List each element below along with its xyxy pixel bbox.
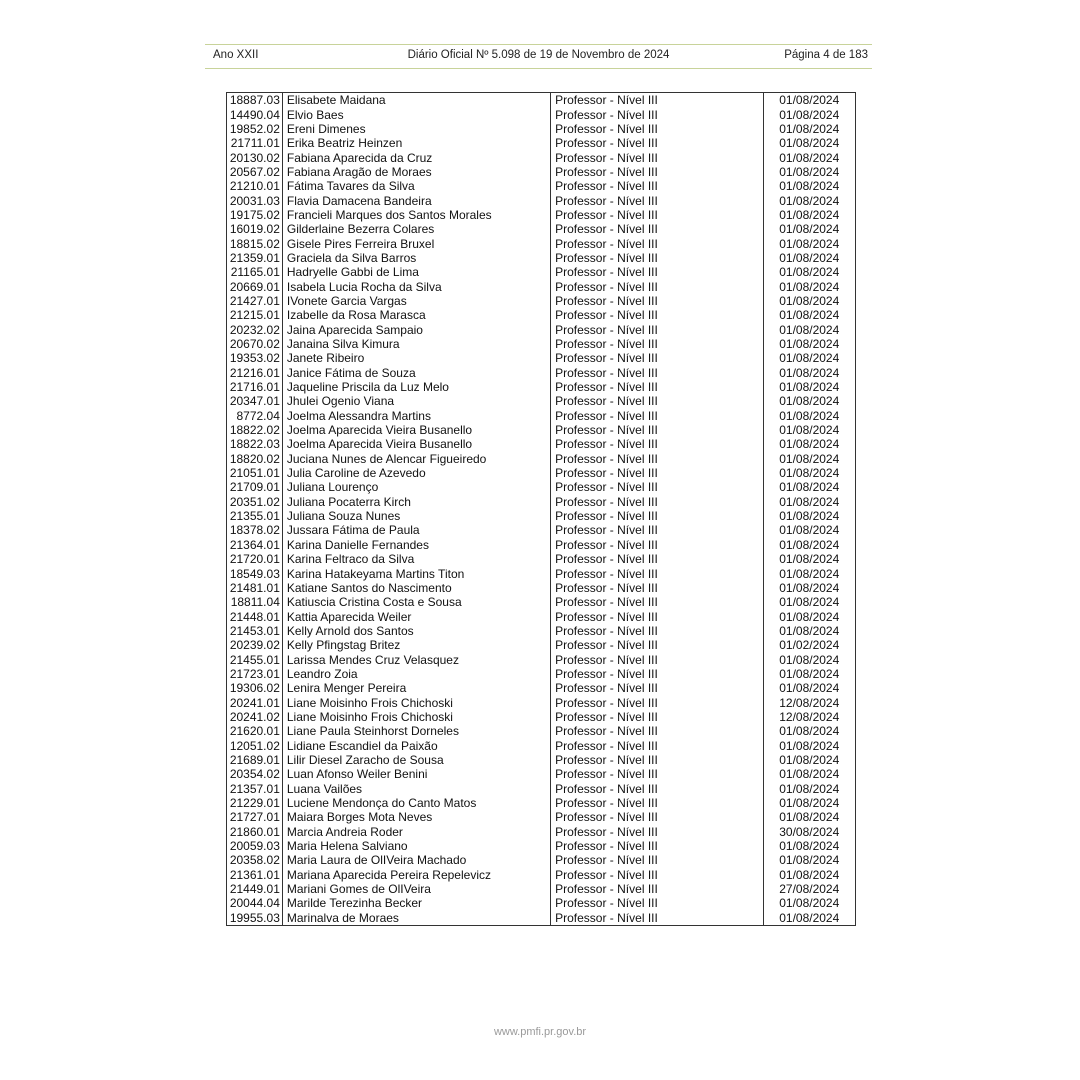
name-cell: Luan Afonso Weiler Benini	[282, 767, 550, 781]
name-cell: Fátima Tavares da Silva	[282, 179, 550, 193]
registration-cell: 19955.03	[227, 911, 283, 926]
position-cell: Professor - Nível III	[551, 681, 763, 695]
position-cell: Professor - Nível III	[551, 409, 763, 423]
position-cell: Professor - Nível III	[551, 710, 763, 724]
name-cell: Elvio Baes	[282, 107, 550, 121]
position-cell: Professor - Nível III	[551, 208, 763, 222]
date-cell: 12/08/2024	[763, 695, 856, 709]
registration-cell: 21689.01	[227, 753, 283, 767]
registration-cell: 20354.02	[227, 767, 283, 781]
registration-cell: 21455.01	[227, 652, 283, 666]
position-cell: Professor - Nível III	[551, 265, 763, 279]
name-cell: Marinalva de Moraes	[282, 911, 550, 926]
position-cell: Professor - Nível III	[551, 810, 763, 824]
table-row	[227, 452, 856, 466]
name-cell: Liane Paula Steinhorst Dorneles	[282, 724, 550, 738]
table-row	[227, 609, 856, 623]
position-cell: Professor - Nível III	[551, 394, 763, 408]
registration-cell: 20232.02	[227, 323, 283, 337]
position-cell: Professor - Nível III	[551, 538, 763, 552]
name-cell: Juliana Souza Nunes	[282, 509, 550, 523]
name-cell: Hadryelle Gabbi de Lima	[282, 265, 550, 279]
table-row	[227, 136, 856, 150]
registration-cell: 21481.01	[227, 581, 283, 595]
position-cell: Professor - Nível III	[551, 466, 763, 480]
table-row	[227, 337, 856, 351]
date-cell: 01/08/2024	[763, 409, 856, 423]
position-cell: Professor - Nível III	[551, 609, 763, 623]
table-row	[227, 796, 856, 810]
registration-cell: 21210.01	[227, 179, 283, 193]
position-cell: Professor - Nível III	[551, 595, 763, 609]
name-cell: Fabiana Aparecida da Cruz	[282, 150, 550, 164]
table-row	[227, 380, 856, 394]
date-cell: 01/08/2024	[763, 351, 856, 365]
registration-cell: 18815.02	[227, 236, 283, 250]
registration-cell: 18820.02	[227, 452, 283, 466]
name-cell: Kelly Arnold dos Santos	[282, 624, 550, 638]
table-row	[227, 695, 856, 709]
position-cell: Professor - Nível III	[551, 165, 763, 179]
table-row	[227, 738, 856, 752]
name-cell: Juliana Pocaterra Kirch	[282, 495, 550, 509]
registration-cell: 21229.01	[227, 796, 283, 810]
date-cell: 01/08/2024	[763, 208, 856, 222]
position-cell: Professor - Nível III	[551, 825, 763, 839]
date-cell: 01/08/2024	[763, 136, 856, 150]
registration-cell: 21711.01	[227, 136, 283, 150]
registration-cell: 21727.01	[227, 810, 283, 824]
table-row	[227, 308, 856, 322]
date-cell: 01/08/2024	[763, 738, 856, 752]
table-row	[227, 810, 856, 824]
table-row	[227, 495, 856, 509]
position-cell: Professor - Nível III	[551, 652, 763, 666]
registration-cell: 21448.01	[227, 609, 283, 623]
table-row	[227, 681, 856, 695]
date-cell: 01/08/2024	[763, 796, 856, 810]
date-cell: 01/08/2024	[763, 581, 856, 595]
registration-cell: 18822.02	[227, 423, 283, 437]
registration-cell: 21449.01	[227, 882, 283, 896]
date-cell: 01/08/2024	[763, 896, 856, 910]
table-row	[227, 208, 856, 222]
servants-table-body	[227, 93, 856, 926]
date-cell: 01/08/2024	[763, 868, 856, 882]
name-cell: Izabelle da Rosa Marasca	[282, 308, 550, 322]
registration-cell: 12051.02	[227, 738, 283, 752]
name-cell: Lidiane Escandiel da Paixão	[282, 738, 550, 752]
position-cell: Professor - Nível III	[551, 193, 763, 207]
name-cell: Maiara Borges Mota Neves	[282, 810, 550, 824]
table-row	[227, 150, 856, 164]
name-cell: Luciene Mendonça do Canto Matos	[282, 796, 550, 810]
position-cell: Professor - Nível III	[551, 136, 763, 150]
name-cell: Ereni Dimenes	[282, 122, 550, 136]
table-row	[227, 279, 856, 293]
date-cell: 01/08/2024	[763, 452, 856, 466]
date-cell: 01/08/2024	[763, 753, 856, 767]
date-cell: 01/08/2024	[763, 595, 856, 609]
table-row	[227, 868, 856, 882]
date-cell: 12/08/2024	[763, 710, 856, 724]
name-cell: Gilderlaine Bezerra Colares	[282, 222, 550, 236]
registration-cell: 21709.01	[227, 480, 283, 494]
date-cell: 01/08/2024	[763, 294, 856, 308]
name-cell: Mariana Aparecida Pereira Repelevicz	[282, 868, 550, 882]
registration-cell: 21720.01	[227, 552, 283, 566]
table-row	[227, 509, 856, 523]
position-cell: Professor - Nível III	[551, 509, 763, 523]
name-cell: Maria Laura de OlIVeira Machado	[282, 853, 550, 867]
position-cell: Professor - Nível III	[551, 796, 763, 810]
table-row	[227, 236, 856, 250]
table-row	[227, 652, 856, 666]
date-cell: 01/08/2024	[763, 279, 856, 293]
name-cell: Francieli Marques dos Santos Morales	[282, 208, 550, 222]
position-cell: Professor - Nível III	[551, 724, 763, 738]
table-row	[227, 538, 856, 552]
registration-cell: 21427.01	[227, 294, 283, 308]
date-cell: 01/08/2024	[763, 782, 856, 796]
registration-cell: 20031.03	[227, 193, 283, 207]
date-cell: 01/08/2024	[763, 236, 856, 250]
date-cell: 01/02/2024	[763, 638, 856, 652]
date-cell: 01/08/2024	[763, 366, 856, 380]
header-title: Diário Oficial Nº 5.098 de 19 de Novembro de 2024	[407, 49, 670, 61]
name-cell: Joelma Alessandra Martins	[282, 409, 550, 423]
name-cell: IVonete Garcia Vargas	[282, 294, 550, 308]
date-cell: 01/08/2024	[763, 150, 856, 164]
table-row	[227, 896, 856, 910]
date-cell: 01/08/2024	[763, 538, 856, 552]
registration-cell: 18887.03	[227, 93, 283, 108]
name-cell: Elisabete Maidana	[282, 93, 550, 108]
registration-cell: 19306.02	[227, 681, 283, 695]
table-row	[227, 165, 856, 179]
name-cell: Flavia Damacena Bandeira	[282, 193, 550, 207]
date-cell: 01/08/2024	[763, 911, 856, 926]
name-cell: Marilde Terezinha Becker	[282, 896, 550, 910]
date-cell: 01/08/2024	[763, 810, 856, 824]
date-cell: 01/08/2024	[763, 323, 856, 337]
name-cell: Jaqueline Priscila da Luz Melo	[282, 380, 550, 394]
date-cell: 01/08/2024	[763, 193, 856, 207]
date-cell: 01/08/2024	[763, 652, 856, 666]
registration-cell: 21355.01	[227, 509, 283, 523]
position-cell: Professor - Nível III	[551, 896, 763, 910]
table-row	[227, 839, 856, 853]
name-cell: Gisele Pires Ferreira Bruxel	[282, 236, 550, 250]
registration-cell: 18378.02	[227, 523, 283, 537]
date-cell: 01/08/2024	[763, 566, 856, 580]
page-header	[205, 44, 872, 69]
position-cell: Professor - Nível III	[551, 222, 763, 236]
position-cell: Professor - Nível III	[551, 279, 763, 293]
position-cell: Professor - Nível III	[551, 122, 763, 136]
date-cell: 01/08/2024	[763, 724, 856, 738]
position-cell: Professor - Nível III	[551, 695, 763, 709]
name-cell: Julia Caroline de Azevedo	[282, 466, 550, 480]
position-cell: Professor - Nível III	[551, 638, 763, 652]
date-cell: 30/08/2024	[763, 825, 856, 839]
name-cell: Katiane Santos do Nascimento	[282, 581, 550, 595]
date-cell: 01/08/2024	[763, 667, 856, 681]
registration-cell: 18811.04	[227, 595, 283, 609]
table-row	[227, 667, 856, 681]
registration-cell: 20670.02	[227, 337, 283, 351]
table-row	[227, 638, 856, 652]
name-cell: Janice Fátima de Souza	[282, 366, 550, 380]
position-cell: Professor - Nível III	[551, 251, 763, 265]
registration-cell: 21357.01	[227, 782, 283, 796]
date-cell: 01/08/2024	[763, 93, 856, 108]
registration-cell: 20241.02	[227, 710, 283, 724]
date-cell: 01/08/2024	[763, 480, 856, 494]
name-cell: Joelma Aparecida Vieira Busanello	[282, 437, 550, 451]
date-cell: 01/08/2024	[763, 437, 856, 451]
position-cell: Professor - Nível III	[551, 308, 763, 322]
table-row	[227, 480, 856, 494]
name-cell: Jussara Fátima de Paula	[282, 523, 550, 537]
position-cell: Professor - Nível III	[551, 882, 763, 896]
name-cell: Kattia Aparecida Weiler	[282, 609, 550, 623]
registration-cell: 14490.04	[227, 107, 283, 121]
header-page-number: Página 4 de 183	[784, 49, 868, 61]
name-cell: Erika Beatriz Heinzen	[282, 136, 550, 150]
date-cell: 27/08/2024	[763, 882, 856, 896]
date-cell: 01/08/2024	[763, 624, 856, 638]
position-cell: Professor - Nível III	[551, 667, 763, 681]
position-cell: Professor - Nível III	[551, 839, 763, 853]
table-row	[227, 753, 856, 767]
registration-cell: 21215.01	[227, 308, 283, 322]
position-cell: Professor - Nível III	[551, 753, 763, 767]
registration-cell: 21051.01	[227, 466, 283, 480]
table-row	[227, 409, 856, 423]
table-row	[227, 222, 856, 236]
position-cell: Professor - Nível III	[551, 452, 763, 466]
position-cell: Professor - Nível III	[551, 495, 763, 509]
registration-cell: 19353.02	[227, 351, 283, 365]
name-cell: Liane Moisinho Frois Chichoski	[282, 710, 550, 724]
header-year: Ano XXII	[213, 49, 259, 61]
date-cell: 01/08/2024	[763, 423, 856, 437]
name-cell: Lenira Menger Pereira	[282, 681, 550, 695]
name-cell: Lilir Diesel Zaracho de Sousa	[282, 753, 550, 767]
date-cell: 01/08/2024	[763, 609, 856, 623]
registration-cell: 20351.02	[227, 495, 283, 509]
date-cell: 01/08/2024	[763, 523, 856, 537]
date-cell: 01/08/2024	[763, 839, 856, 853]
position-cell: Professor - Nível III	[551, 552, 763, 566]
registration-cell: 19175.02	[227, 208, 283, 222]
position-cell: Professor - Nível III	[551, 93, 763, 108]
name-cell: Katiuscia Cristina Costa e Sousa	[282, 595, 550, 609]
table-row	[227, 710, 856, 724]
name-cell: Kelly Pfingstag Britez	[282, 638, 550, 652]
table-row	[227, 911, 856, 926]
table-row	[227, 767, 856, 781]
position-cell: Professor - Nível III	[551, 351, 763, 365]
position-cell: Professor - Nível III	[551, 366, 763, 380]
footer-url: www.pmfi.pr.gov.br	[493, 1026, 587, 1038]
date-cell: 01/08/2024	[763, 308, 856, 322]
date-cell: 01/08/2024	[763, 681, 856, 695]
registration-cell: 21723.01	[227, 667, 283, 681]
position-cell: Professor - Nível III	[551, 566, 763, 580]
table-row	[227, 93, 856, 108]
table-row	[227, 437, 856, 451]
name-cell: Karina Danielle Fernandes	[282, 538, 550, 552]
name-cell: Karina Feltraco da Silva	[282, 552, 550, 566]
registration-cell: 20241.01	[227, 695, 283, 709]
table-row	[227, 624, 856, 638]
table-row	[227, 294, 856, 308]
name-cell: Janaina Silva Kimura	[282, 337, 550, 351]
position-cell: Professor - Nível III	[551, 738, 763, 752]
registration-cell: 20239.02	[227, 638, 283, 652]
position-cell: Professor - Nível III	[551, 767, 763, 781]
name-cell: Isabela Lucia Rocha da Silva	[282, 279, 550, 293]
date-cell: 01/08/2024	[763, 509, 856, 523]
position-cell: Professor - Nível III	[551, 150, 763, 164]
table-row	[227, 193, 856, 207]
position-cell: Professor - Nível III	[551, 480, 763, 494]
name-cell: Janete Ribeiro	[282, 351, 550, 365]
registration-cell: 21716.01	[227, 380, 283, 394]
registration-cell: 21860.01	[227, 825, 283, 839]
name-cell: Maria Helena Salviano	[282, 839, 550, 853]
position-cell: Professor - Nível III	[551, 337, 763, 351]
name-cell: Luana Vailões	[282, 782, 550, 796]
position-cell: Professor - Nível III	[551, 868, 763, 882]
position-cell: Professor - Nível III	[551, 380, 763, 394]
date-cell: 01/08/2024	[763, 853, 856, 867]
date-cell: 01/08/2024	[763, 466, 856, 480]
name-cell: Liane Moisinho Frois Chichoski	[282, 695, 550, 709]
name-cell: Graciela da Silva Barros	[282, 251, 550, 265]
date-cell: 01/08/2024	[763, 380, 856, 394]
date-cell: 01/08/2024	[763, 122, 856, 136]
table-row	[227, 122, 856, 136]
table-row	[227, 265, 856, 279]
table-row	[227, 724, 856, 738]
registration-cell: 21364.01	[227, 538, 283, 552]
registration-cell: 19852.02	[227, 122, 283, 136]
registration-cell: 20669.01	[227, 279, 283, 293]
registration-cell: 21216.01	[227, 366, 283, 380]
position-cell: Professor - Nível III	[551, 294, 763, 308]
registration-cell: 18822.03	[227, 437, 283, 451]
table-row	[227, 882, 856, 896]
date-cell: 01/08/2024	[763, 251, 856, 265]
table-row	[227, 366, 856, 380]
table-row	[227, 179, 856, 193]
name-cell: Jhulei Ogenio Viana	[282, 394, 550, 408]
registration-cell: 21359.01	[227, 251, 283, 265]
date-cell: 01/08/2024	[763, 165, 856, 179]
table-row	[227, 466, 856, 480]
registration-cell: 18549.03	[227, 566, 283, 580]
table-row	[227, 323, 856, 337]
table-row	[227, 394, 856, 408]
date-cell: 01/08/2024	[763, 394, 856, 408]
date-cell: 01/08/2024	[763, 222, 856, 236]
registration-cell: 21453.01	[227, 624, 283, 638]
registration-cell: 21620.01	[227, 724, 283, 738]
table-row	[227, 423, 856, 437]
name-cell: Joelma Aparecida Vieira Busanello	[282, 423, 550, 437]
name-cell: Mariani Gomes de OlIVeira	[282, 882, 550, 896]
name-cell: Karina Hatakeyama Martins Titon	[282, 566, 550, 580]
registration-cell: 16019.02	[227, 222, 283, 236]
table-row	[227, 825, 856, 839]
position-cell: Professor - Nível III	[551, 624, 763, 638]
table-row	[227, 853, 856, 867]
position-cell: Professor - Nível III	[551, 911, 763, 926]
date-cell: 01/08/2024	[763, 107, 856, 121]
date-cell: 01/08/2024	[763, 767, 856, 781]
table-row	[227, 523, 856, 537]
date-cell: 01/08/2024	[763, 179, 856, 193]
registration-cell: 20358.02	[227, 853, 283, 867]
name-cell: Jaina Aparecida Sampaio	[282, 323, 550, 337]
position-cell: Professor - Nível III	[551, 782, 763, 796]
registration-cell: 21361.01	[227, 868, 283, 882]
date-cell: 01/08/2024	[763, 265, 856, 279]
registration-cell: 20130.02	[227, 150, 283, 164]
servants-table	[226, 92, 856, 926]
position-cell: Professor - Nível III	[551, 581, 763, 595]
registration-cell: 21165.01	[227, 265, 283, 279]
table-row	[227, 107, 856, 121]
name-cell: Marcia Andreia Roder	[282, 825, 550, 839]
position-cell: Professor - Nível III	[551, 323, 763, 337]
table-row	[227, 782, 856, 796]
name-cell: Juliana Lourenço	[282, 480, 550, 494]
position-cell: Professor - Nível III	[551, 437, 763, 451]
registration-cell: 20567.02	[227, 165, 283, 179]
table-row	[227, 251, 856, 265]
position-cell: Professor - Nível III	[551, 236, 763, 250]
registration-cell: 8772.04	[227, 409, 283, 423]
position-cell: Professor - Nível III	[551, 423, 763, 437]
name-cell: Juciana Nunes de Alencar Figueiredo	[282, 452, 550, 466]
position-cell: Professor - Nível III	[551, 853, 763, 867]
position-cell: Professor - Nível III	[551, 523, 763, 537]
name-cell: Fabiana Aragão de Moraes	[282, 165, 550, 179]
position-cell: Professor - Nível III	[551, 179, 763, 193]
table-row	[227, 595, 856, 609]
table-row	[227, 566, 856, 580]
table-row	[227, 581, 856, 595]
registration-cell: 20044.04	[227, 896, 283, 910]
table-row	[227, 351, 856, 365]
date-cell: 01/08/2024	[763, 495, 856, 509]
name-cell: Leandro Zoia	[282, 667, 550, 681]
table-row	[227, 552, 856, 566]
name-cell: Larissa Mendes Cruz Velasquez	[282, 652, 550, 666]
date-cell: 01/08/2024	[763, 552, 856, 566]
date-cell: 01/08/2024	[763, 337, 856, 351]
position-cell: Professor - Nível III	[551, 107, 763, 121]
registration-cell: 20347.01	[227, 394, 283, 408]
registration-cell: 20059.03	[227, 839, 283, 853]
